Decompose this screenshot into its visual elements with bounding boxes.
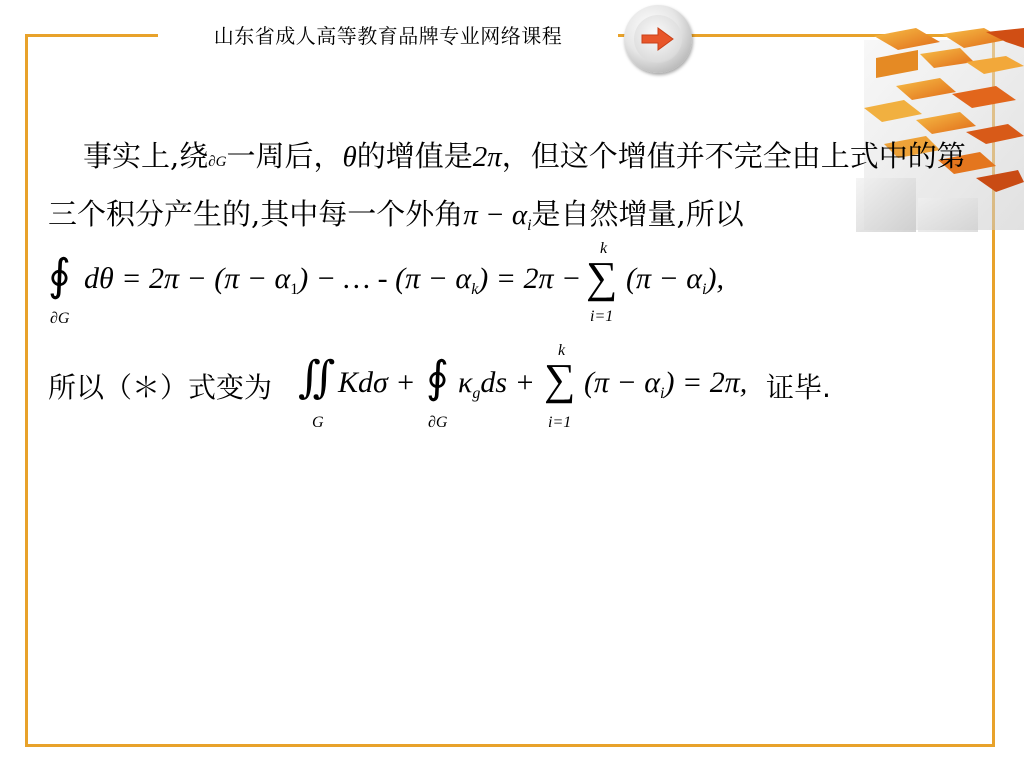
expr-part: κ — [458, 366, 473, 399]
double-integral-lower: G — [312, 414, 324, 431]
expr-part: ) = 2π − — [478, 262, 582, 295]
expr-part: ds + — [480, 366, 535, 399]
subscript: i — [702, 281, 707, 298]
equation-prefix: 所以（＊）式变为 — [48, 371, 273, 404]
expr-part: dθ = 2π − (π − α — [84, 262, 291, 295]
text-run: ，但这个增值并不完全由上式中的第三个积分产生的,其中每一个外角 — [48, 139, 966, 231]
text-run: 是自然增量,所以 — [531, 197, 744, 231]
expr-part: ) − … - (π − α — [298, 262, 472, 295]
equation-gauss-bonnet — [48, 342, 978, 438]
subscript: 1 — [290, 281, 299, 298]
expr-part: (π − α — [626, 262, 703, 295]
paragraph — [48, 130, 978, 241]
contour-integral-symbol: ∮ — [48, 251, 71, 300]
term-geodesic — [458, 366, 535, 400]
subscript: k — [471, 281, 479, 298]
subscript: i — [527, 217, 532, 234]
sum-term — [584, 366, 747, 400]
sum-upper-limit: k — [558, 342, 566, 359]
sum-lower-limit: i=1 — [590, 308, 614, 325]
proof-end-text: 证毕. — [766, 371, 831, 404]
sum-term — [626, 262, 724, 296]
equation-contour-integral — [48, 240, 978, 330]
text-run: 的增值是 — [356, 139, 473, 173]
contour-integral-lower: ∂G — [428, 414, 448, 431]
term-curvature: Kdσ + — [338, 366, 416, 399]
boundary-symbol: ∂G — [208, 154, 227, 170]
theorem-text — [48, 130, 978, 241]
expr-part: ), — [706, 262, 724, 295]
double-integral-symbol: ∬ — [298, 353, 336, 402]
two-pi-symbol: 2π — [472, 141, 502, 173]
integral-lower-limit: ∂G — [50, 310, 70, 327]
next-page-button[interactable] — [624, 5, 692, 73]
right-arrow-icon — [640, 24, 676, 54]
subscript: g — [472, 385, 481, 402]
subscript: i — [660, 385, 665, 402]
theta-symbol: θ — [342, 141, 357, 173]
sum-upper-limit: k — [600, 240, 608, 257]
text-run: 一周后， — [226, 139, 343, 173]
expr-part: (π − α — [584, 366, 661, 399]
equation-lhs — [84, 262, 581, 296]
exterior-angle-expr: π − α — [463, 199, 528, 231]
summation-symbol: ∑ — [544, 355, 576, 404]
summation-symbol: ∑ — [586, 253, 618, 302]
contour-integral-symbol: ∮ — [426, 353, 449, 402]
course-title: 山东省成人高等教育品牌专业网络课程 — [158, 18, 618, 50]
expr-part: ) = 2π, — [664, 366, 748, 399]
sum-lower-limit: i=1 — [548, 414, 572, 431]
text-run: 事实上,绕 — [83, 139, 209, 173]
